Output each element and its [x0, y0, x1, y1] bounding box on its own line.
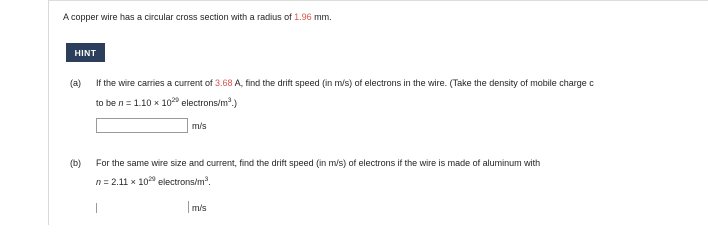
- part-a-question-line1: [96, 78, 594, 88]
- part-a-line2-eq: = 1.10 × 10: [123, 98, 172, 108]
- part-a-label: (a): [70, 78, 81, 88]
- part-b-label: (b): [70, 158, 81, 168]
- part-b-n-symbol: n: [96, 177, 102, 187]
- part-b-line2-eq: = 2.11 × 10: [101, 177, 149, 187]
- part-b-unit-exponent: 3: [204, 176, 209, 183]
- frame-top-border: [48, 0, 708, 1]
- part-a-line2-mid: electrons/m: [178, 98, 228, 108]
- part-b-unit-label: m/s: [192, 203, 207, 213]
- part-b-answer-input-edge: [188, 201, 189, 213]
- current-value: 3.68: [215, 78, 233, 88]
- part-a-line2-suffix: .): [231, 98, 237, 108]
- intro-suffix: mm.: [311, 12, 332, 22]
- part-a-unit-exponent: 3: [227, 97, 232, 104]
- part-b-line2-mid: electrons/m: [155, 177, 205, 187]
- part-a-exponent: 29: [171, 97, 179, 104]
- part-a-line1-suffix: A, find the drift speed (in m/s) of electrons in the wire. (Take the density of mobile charge c: [232, 78, 594, 88]
- intro-prefix: A copper wire has a circular cross section with a radius of: [63, 12, 295, 22]
- part-a-n-symbol: n: [118, 98, 124, 108]
- part-a-line2-prefix: to be: [96, 98, 119, 108]
- part-a-answer-input[interactable]: [96, 118, 188, 133]
- part-b-line2-suffix: .: [208, 177, 211, 187]
- part-b-exponent: 29: [148, 176, 156, 183]
- hint-button[interactable]: HINT: [66, 43, 105, 62]
- part-b-question-line2: [96, 177, 211, 187]
- part-b-question-line1: For the same wire size and current, find the drift speed (in m/s) of electrons if the wire is made of aluminum with: [96, 158, 541, 168]
- part-a-line1-prefix: If the wire carries a current of: [96, 78, 216, 88]
- problem-statement: [63, 12, 332, 22]
- part-a-question-line2: [96, 98, 237, 108]
- part-a-unit-label: m/s: [192, 121, 207, 131]
- frame-left-border: [48, 0, 49, 225]
- radius-value: 1.96: [294, 12, 312, 22]
- part-b-answer-input[interactable]: [96, 203, 97, 213]
